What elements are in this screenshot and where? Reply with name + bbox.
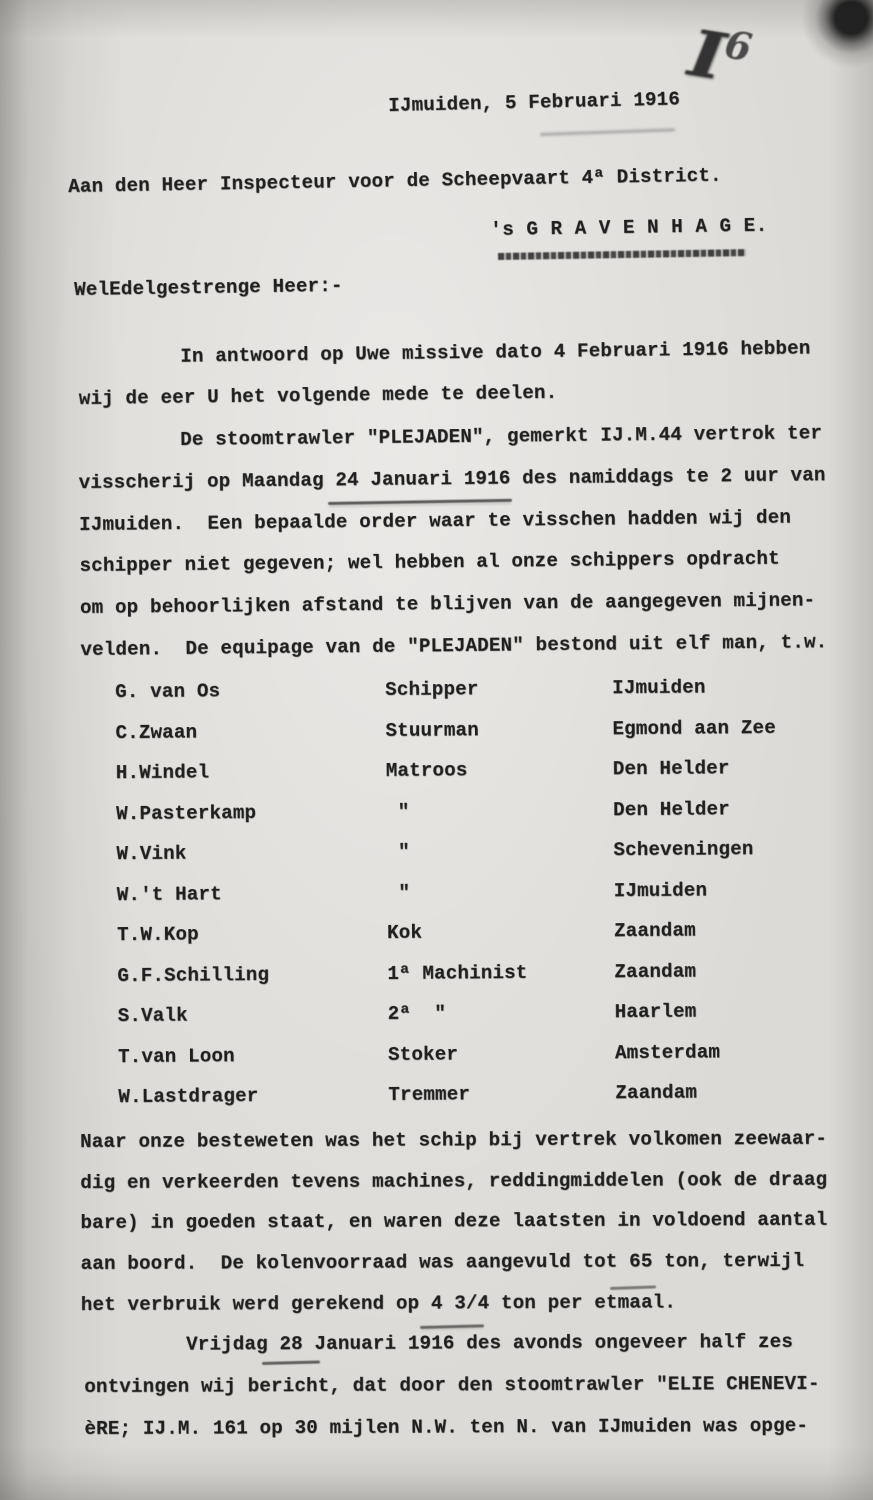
crew-role: Kok bbox=[386, 921, 423, 944]
city-underline-mark bbox=[498, 249, 746, 260]
crew-row bbox=[1, 788, 873, 835]
paragraph-report bbox=[84, 1321, 820, 1450]
crew-role: 1ª Machinist bbox=[387, 961, 528, 985]
pencil-annotation bbox=[684, 15, 756, 96]
letter-line: De stoomtrawler "PLEJADEN", gemerkt IJ.M.44 vertrok ter bbox=[180, 422, 823, 451]
crew-name: W.Vink bbox=[116, 842, 187, 866]
crew-name: W.'t Hart bbox=[116, 882, 222, 906]
letter-line: Vrijdag 28 Januari 1916 des avonds ongeveer half zes bbox=[186, 1330, 794, 1356]
crew-place: Haarlem bbox=[614, 1000, 697, 1024]
letter-line: bare) in goeden staat, en waren deze laatsten in voldoend aantal bbox=[80, 1209, 828, 1235]
crew-role: Schipper bbox=[385, 678, 479, 701]
letter-line: dig en verkeerden tevens machines, reddingmiddelen (ook de draag bbox=[80, 1168, 828, 1194]
crew-row bbox=[3, 1031, 873, 1078]
crew-row bbox=[1, 747, 873, 794]
crew-role: " bbox=[386, 800, 410, 823]
crew-place: IJmuiden bbox=[613, 878, 708, 902]
crew-place: Zaandam bbox=[615, 1081, 698, 1105]
crew-name: G. van Os bbox=[115, 680, 221, 704]
letter-line: visscherij op Maandag 24 Januari 1916 des namiddags te 2 uur van bbox=[78, 463, 826, 494]
crew-role: 2ª " bbox=[387, 1002, 447, 1025]
letter-line: schipper niet gegeven; wel hebben al onze schippers opdracht bbox=[79, 548, 780, 578]
crew-row bbox=[3, 990, 873, 1037]
letter-line: het verbruik werd gerekend op 4 3/4 ton per etmaal. bbox=[80, 1291, 677, 1316]
letter-line: Naar onze besteweten was het schip bij vertrek volkomen zeewaar- bbox=[80, 1127, 828, 1153]
paragraph-intro bbox=[78, 328, 811, 420]
crew-role: Matroos bbox=[385, 759, 468, 782]
crew-name: W.Pasterkamp bbox=[116, 801, 257, 825]
crew-row bbox=[2, 909, 873, 956]
crew-row bbox=[1, 828, 873, 875]
crew-list bbox=[0, 666, 873, 1118]
pencil-superscript-number: 6 bbox=[721, 21, 756, 71]
letter-line: IJmuiden. Een bepaalde order waar te visschen hadden wij den bbox=[78, 506, 792, 536]
crew-place: Amsterdam bbox=[614, 1040, 721, 1064]
crew-place: IJmuiden bbox=[612, 676, 706, 700]
letter-line: ontvingen wij bericht, dat door den stoomtrawler "ELIE CHENEVI- bbox=[84, 1372, 820, 1398]
crew-row bbox=[0, 707, 873, 754]
crew-place: Zaandam bbox=[613, 919, 696, 943]
date-underline-smudge bbox=[540, 128, 675, 136]
letter-line: velden. De equipage van de "PLEJADEN" bestond uit elf man, t.w. bbox=[80, 631, 828, 661]
crew-place: Den Helder bbox=[613, 797, 730, 821]
crew-name: S.Valk bbox=[117, 1004, 188, 1028]
crew-place: Zaandam bbox=[614, 960, 697, 983]
crew-role: Stoker bbox=[387, 1042, 459, 1066]
crew-place: Den Helder bbox=[612, 757, 730, 781]
crew-name: H.Windel bbox=[115, 761, 210, 785]
dateline: IJmuiden, 5 Februari 1916 bbox=[388, 88, 681, 117]
crew-role: Stuurman bbox=[385, 718, 479, 742]
letter-line: aan boord. De kolenvoorraad was aangevuld tot 65 ton, terwijl bbox=[80, 1249, 805, 1276]
paragraph-seaworthiness bbox=[80, 1119, 828, 1326]
crew-place: Egmond aan Zee bbox=[612, 716, 776, 740]
crew-row bbox=[2, 869, 873, 916]
crew-place: Scheveningen bbox=[613, 838, 754, 862]
letter-line: In antwoord op Uwe missive dato 4 Februari 1916 hebben bbox=[180, 337, 811, 368]
crew-name: C.Zwaan bbox=[115, 720, 198, 744]
crew-name: T.W.Kop bbox=[116, 923, 199, 947]
crew-name: W.Lastdrager bbox=[118, 1084, 259, 1109]
recipient-line: Aan den Heer Inspecteur voor de Scheepvaart 4ª District. bbox=[68, 164, 722, 198]
crew-role: " bbox=[386, 840, 410, 863]
letter-line: wij de eer U het volgende mede te deelen. bbox=[78, 381, 558, 410]
crew-row bbox=[2, 950, 873, 997]
letter-line: èRE; IJ.M. 161 op 30 mijlen N.W. ten N. van IJmuiden was opge- bbox=[84, 1414, 809, 1440]
pencil-roman-numeral: I bbox=[684, 15, 730, 96]
salutation-line: WelEdelgestrenge Heer:- bbox=[74, 274, 343, 301]
crew-name: G.F.Schilling bbox=[117, 963, 270, 987]
letter-line: om op behoorlijken afstand te blijven van de aangegeven mijnen- bbox=[79, 589, 816, 620]
crew-role: " bbox=[386, 881, 411, 904]
crew-row bbox=[3, 1071, 873, 1118]
crew-role: Tremmer bbox=[388, 1083, 471, 1106]
crew-name: T.van Loon bbox=[117, 1044, 235, 1068]
paragraph-departure bbox=[78, 413, 828, 672]
city-line: 's G R A V E N H A G E. bbox=[490, 214, 768, 241]
crew-row bbox=[0, 666, 873, 713]
